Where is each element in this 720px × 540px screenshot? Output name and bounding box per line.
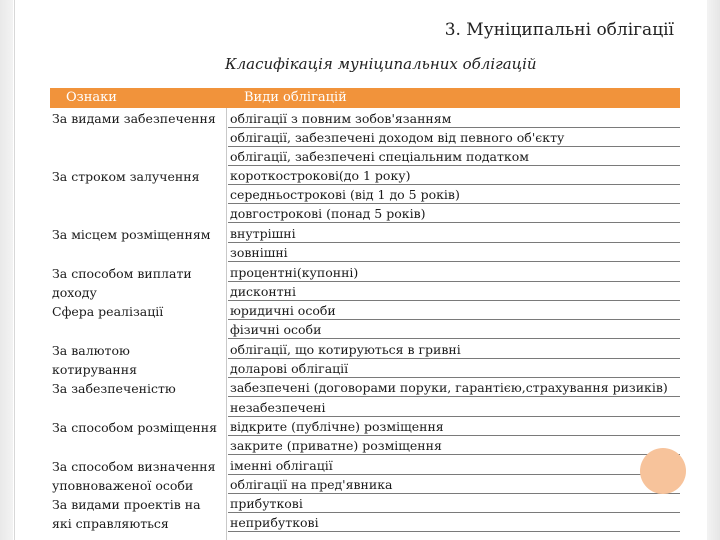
bond-type-row: неприбуткові [228, 513, 680, 532]
criterion-label: За валютою [52, 343, 130, 358]
bond-type-row: незабезпечені [228, 398, 680, 417]
criterion-label: уповноваженої особи [52, 478, 194, 493]
left-margin-shadow [0, 0, 13, 540]
criterion-label: За видами забезпечення [52, 111, 216, 126]
header-criteria: Ознаки [66, 90, 117, 105]
bond-type-row: дисконтні [228, 282, 680, 301]
bond-type-row: облігації, що котируються в гривні [228, 340, 680, 359]
bond-type-row: довгострокові (понад 5 років) [228, 204, 680, 223]
bond-type-row: забезпечені (договорами поруки, гарантією,страхування ризиків) [228, 378, 680, 397]
table-caption: Класифікація муніципальних облігацій [225, 55, 537, 73]
bond-type-row: доларові облігації [228, 359, 680, 378]
bond-type-row: прибуткові [228, 494, 680, 513]
slide-title: 3. Муніципальні облігації [444, 20, 674, 40]
bond-type-row: процентні(купонні) [228, 263, 680, 282]
criterion-label: За строком залучення [52, 169, 200, 184]
bond-type-row: внутрішні [228, 224, 680, 243]
criterion-label: За видами проектів на [52, 497, 201, 512]
bond-type-row: короткострокові(до 1 року) [228, 166, 680, 185]
bond-type-row: іменні облігації [228, 456, 680, 475]
right-margin-shadow [707, 0, 720, 540]
column-separator [226, 108, 227, 540]
criterion-label: котирування [52, 362, 137, 377]
bond-type-row: облігації з повним зобов'язанням [228, 109, 680, 128]
bond-type-row: облігації на пред'явника [228, 475, 680, 494]
criterion-label: За способом розміщення [52, 420, 217, 435]
criterion-label: За способом виплати [52, 266, 192, 281]
bond-type-row: відкрите (публічне) розміщення [228, 417, 680, 436]
bond-type-row: середньострокові (від 1 до 5 років) [228, 185, 680, 204]
bond-type-row: облігації, забезпечені доходом від певного об'єкту [228, 128, 680, 147]
criterion-label: За місцем розміщенням [52, 227, 211, 242]
criterion-label: За забезпеченістю [52, 381, 176, 396]
table-header-bar [50, 88, 680, 108]
criterion-label: Сфера реалізації [52, 304, 164, 319]
bond-type-row: зовнішні [228, 243, 680, 262]
bond-type-row: облігації, забезпечені спеціальним податком [228, 147, 680, 166]
criterion-label: доходу [52, 285, 97, 300]
decorative-circle [640, 448, 686, 494]
bond-type-row: юридичні особи [228, 301, 680, 320]
criterion-label: За способом визначення [52, 459, 216, 474]
bond-type-row: фізичні особи [228, 320, 680, 339]
bond-type-row: закрите (приватне) розміщення [228, 436, 680, 455]
header-types: Види облігацій [244, 90, 347, 105]
criterion-label: які справляються [52, 516, 169, 531]
